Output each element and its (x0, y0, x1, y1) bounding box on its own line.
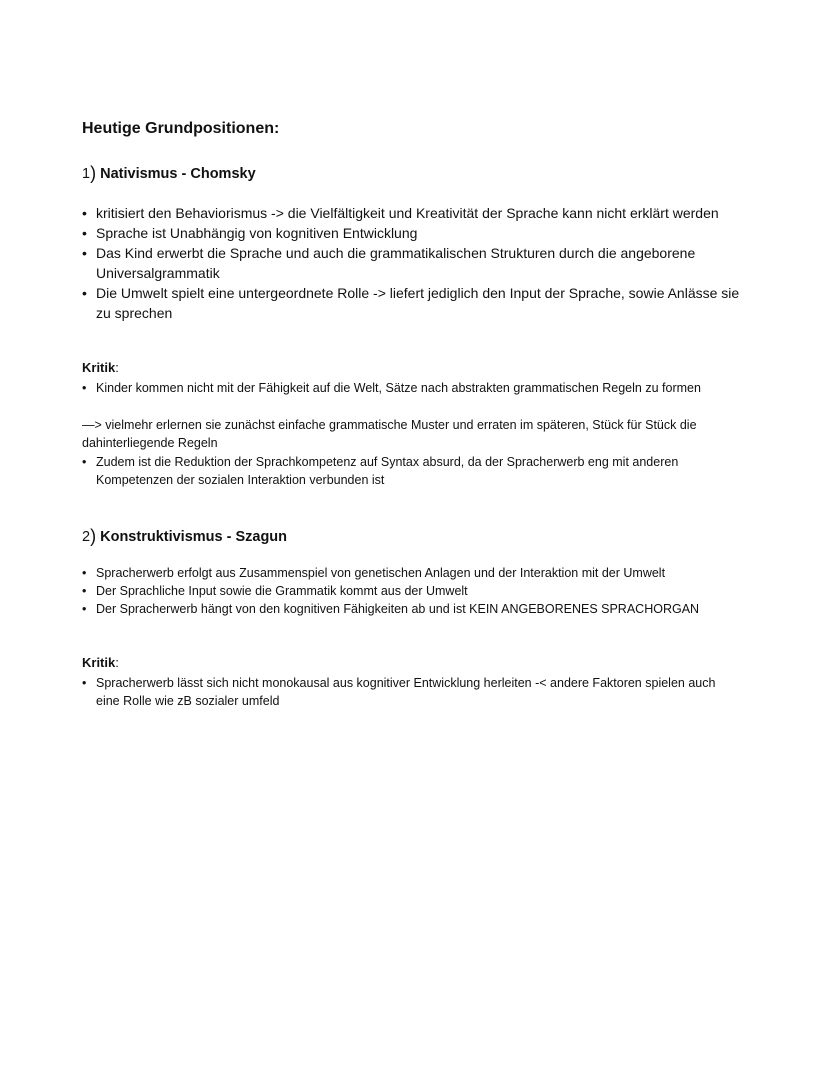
bullet-icon: • (82, 676, 87, 690)
list-item-text: Sprache ist Unabhängig von kognitiven Entwicklung (96, 225, 418, 241)
bullet-icon: • (82, 455, 87, 469)
list-item-text: Spracherwerb erfolgt aus Zusammenspiel von genetischen Anlagen und der Interaktion mit der Umwelt (96, 566, 666, 580)
konstruktivismus-bullet-list (82, 564, 742, 618)
section-title: Nativismus - Chomsky (100, 166, 256, 182)
bullet-icon: • (82, 602, 87, 616)
list-item-text: Das Kind erwerbt die Sprache und auch die grammatikalischen Strukturen durch die angeborene Universalgrammatik (96, 245, 696, 281)
section-number: 1 (82, 166, 91, 182)
bullet-icon: • (82, 205, 87, 221)
list-item-text: Spracherwerb lässt sich nicht monokausal aus kognitiver Entwicklung herleiten -< andere Faktoren spielen auch eine Rolle wie zB sozialer umfeld (96, 676, 716, 708)
bullet-icon: • (82, 225, 87, 241)
list-item-text: Der Sprachliche Input sowie die Grammatik kommt aus der Umwelt (96, 584, 468, 598)
list-item-text: Die Umwelt spielt eine untergeordnete Rolle -> liefert jediglich den Input der Sprache, sowie Anlässe sie zu sprechen (96, 285, 740, 321)
kritik-arrow-line: —> vielmehr erlernen sie zunächst einfache grammatische Muster und erraten im späteren, Stück für Stück die dahinterliegende Regeln (82, 418, 697, 450)
bullet-icon: • (82, 285, 87, 301)
bullet-icon: • (82, 245, 87, 261)
section-heading-nativismus (82, 163, 256, 184)
list-item (82, 674, 742, 710)
bullet-icon: • (82, 381, 87, 395)
konstruktivismus-kritik-list (82, 674, 742, 710)
list-item (82, 203, 742, 223)
section-number-paren: ) (90, 163, 97, 183)
list-item (82, 379, 742, 397)
list-item-text: Der Spracherwerb hängt von den kognitiven Fähigkeiten ab und ist KEIN ANGEBORENES SPRACHORGAN (96, 602, 700, 616)
kritik-colon: : (115, 655, 119, 670)
list-item (82, 453, 742, 489)
kritik-label-text: Kritik (82, 360, 116, 375)
kritik-heading (82, 360, 119, 375)
section-heading-konstruktivismus (82, 526, 287, 547)
list-item-text: Zudem ist die Reduktion der Sprachkompetenz auf Syntax absurd, da der Spracherwerb eng mit anderen Kompetenzen der sozialen Interaktion verbunden ist (96, 455, 679, 487)
list-item (82, 564, 742, 582)
list-item-text: kritisiert den Behaviorismus -> die Vielfältigkeit und Kreativität der Sprache kann nicht erklärt werden (96, 205, 719, 221)
section-number: 2 (82, 529, 91, 545)
list-item-text: Kinder kommen nicht mit der Fähigkeit auf die Welt, Sätze nach abstrakten grammatischen Regeln zu formen (96, 381, 701, 395)
list-item (82, 582, 742, 600)
list-item (82, 243, 742, 283)
bullet-icon: • (82, 566, 87, 580)
kritik-colon: : (115, 360, 119, 375)
section-number-paren: ) (90, 526, 97, 546)
nativismus-kritik-list-continued (82, 453, 742, 489)
section-title: Konstruktivismus - Szagun (100, 529, 288, 545)
nativismus-kritik-list (82, 379, 742, 397)
kritik-heading (82, 655, 119, 670)
bullet-icon: • (82, 584, 87, 598)
list-item (82, 223, 742, 243)
kritik-label-text: Kritik (82, 655, 116, 670)
list-item (82, 600, 742, 618)
nativismus-bullet-list (82, 203, 742, 323)
list-item (82, 283, 742, 323)
page-title: Heutige Grundpositionen: (82, 120, 280, 137)
